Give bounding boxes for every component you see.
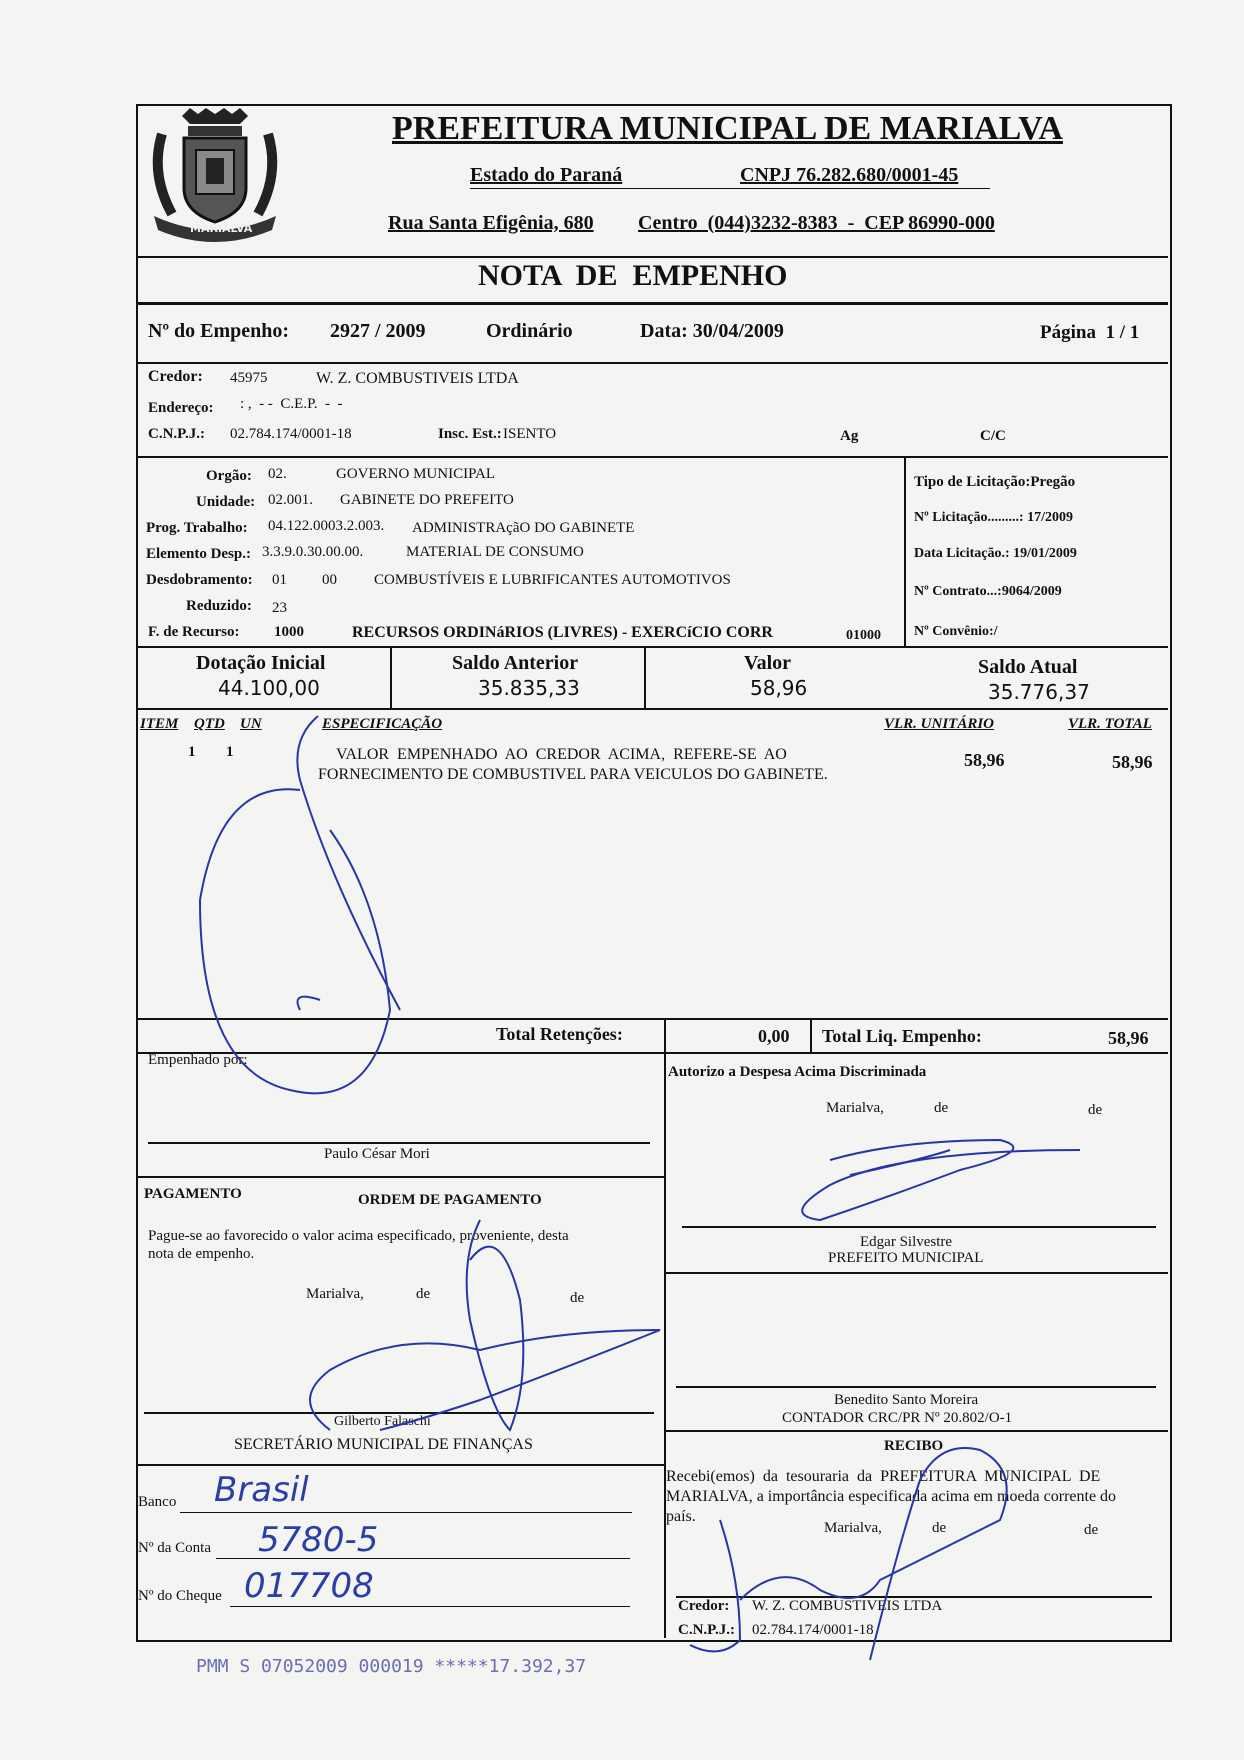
banco-label: Banco [138,1494,177,1510]
autorizo-de2: de [1088,1102,1103,1118]
insc-label: Insc. Est.: [438,426,502,442]
prog-label: Prog. Trabalho: [146,520,248,536]
recibo-credor-label: Credor: [678,1598,730,1614]
ag-label: Ag [840,428,859,444]
pagamento-text-line1: Pague-se ao favorecido o valor acima especificado, proveniente, desta [148,1228,569,1244]
document-title: NOTA DE EMPENHO [478,259,788,292]
cnpj-label: C.N.P.J.: [148,426,205,442]
cnpj-value: 02.784.174/0001-18 [230,426,352,442]
desdobramento-label: Desdobramento: [146,572,253,588]
machine-stamp: PMM S 07052009 000019 *****17.392,37 [196,1656,587,1677]
page-title: PREFEITURA MUNICIPAL DE MARIALVA [392,110,1063,147]
row-especificacao-line2: FORNECIMENTO DE COMBUSTIVEL PARA VEICULOS DO GABINETE. [318,766,828,783]
data-licitacao: Data Licitação.: 19/01/2009 [914,546,1077,561]
ordem-pagamento-label: ORDEM DE PAGAMENTO [358,1192,542,1208]
insc-value: ISENTO [503,426,557,442]
secretario-role: SECRETÁRIO MUNICIPAL DE FINANÇAS [234,1436,533,1453]
pagamento-text-line2: nota de empenho. [148,1246,255,1262]
cheque-value-handwritten: 017708 [244,1566,374,1606]
empenhado-por-name: Paulo César Mori [324,1146,430,1162]
col-header-especificacao: ESPECIFICAÇÃO [322,716,443,732]
row-qtd: 1 [226,744,234,760]
numero-contrato: Nº Contrato...:9064/2009 [914,584,1062,599]
cc-label: C/C [980,428,1006,444]
recibo-title: RECIBO [884,1438,944,1454]
municipal-crest-logo [144,104,286,254]
recibo-cnpj-label: C.N.P.J.: [678,1622,735,1638]
page-number: Página 1 / 1 [1040,322,1140,343]
recurso-extra: 01000 [846,628,881,643]
desdobramento-code1: 01 [272,572,287,588]
row-especificacao-line1: VALOR EMPENHADO AO CREDOR ACIMA, REFERE-SE AO [336,746,787,763]
cheque-label: Nº do Cheque [138,1588,222,1604]
numero-convenio: Nº Convênio:/ [914,624,998,639]
col-header-valor-unitario: VLR. UNITÁRIO [884,716,995,732]
recibo-text-line3: país. [666,1508,696,1525]
conta-value-handwritten: 5780-5 [258,1520,379,1560]
dotacao-inicial-label: Dotação Inicial [196,652,326,674]
saldo-anterior-value: 35.835,33 [478,676,580,700]
recibo-place: Marialva, [824,1520,882,1536]
autorizo-place: Marialva, [826,1100,884,1116]
credor-label: Credor: [148,368,203,385]
col-header-un: UN [240,716,262,732]
reduzido-value: 23 [272,600,287,616]
autorizo-label: Autorizo a Despesa Acima Discriminada [668,1064,927,1080]
valor-label: Valor [744,652,792,674]
col-header-valor-total: VLR. TOTAL [1068,716,1152,732]
total-liquido-value: 58,96 [1108,1028,1149,1048]
elemento-code: 3.3.9.0.30.00.00. [262,544,364,560]
recurso-name: RECURSOS ORDINáRIOS (LIVRES) - EXERCíCIO CORR [352,624,773,641]
credor-code: 45975 [230,370,268,386]
unidade-code: 02.001. [268,492,313,508]
col-header-qtd: QTD [194,716,225,732]
empenho-type: Ordinário [486,320,573,342]
secretario-signer: Gilberto Falaschi [334,1414,431,1429]
col-header-item: ITEM [140,716,179,732]
total-liquido-label: Total Liq. Empenho: [822,1026,982,1046]
recibo-text-line2: MARIALVA, a importância especificada acima em moeda corrente do [666,1488,1117,1505]
row-valor-unitario: 58,96 [964,750,1005,770]
desdobramento-name: COMBUSTÍVEIS E LUBRIFICANTES AUTOMOTIVOS [374,572,731,588]
saldo-atual-label: Saldo Atual [978,656,1078,678]
conta-label: Nº da Conta [138,1540,211,1556]
elemento-label: Elemento Desp.: [146,546,251,562]
elemento-name: MATERIAL DE CONSUMO [406,544,584,560]
empenho-date: Data: 30/04/2009 [640,320,784,342]
dotacao-inicial-value: 44.100,00 [218,676,320,700]
recibo-de2: de [1084,1522,1099,1538]
pagamento-de1: de [416,1286,431,1302]
prefeito-role: PREFEITO MUNICIPAL [828,1250,984,1266]
total-retencoes-label: Total Retenções: [496,1024,623,1044]
pagamento-de2: de [570,1290,585,1306]
logo-banner-text: MARIALVA [190,222,253,235]
prog-code: 04.122.0003.2.003. [268,518,385,534]
endereco-label: Endereço: [148,400,214,416]
orgao-name: GOVERNO MUNICIPAL [336,466,496,482]
contador-role: CONTADOR CRC/PR Nº 20.802/O-1 [782,1410,1013,1426]
tipo-licitacao: Tipo de Licitação:Pregão [914,474,1076,490]
numero-licitacao: Nº Licitação.........: 17/2009 [914,510,1073,525]
orgao-code: 02. [268,466,287,482]
recurso-code: 1000 [274,624,304,640]
row-item: 1 [188,744,196,760]
phone-cep-header: Centro (044)3232-8383 - CEP 86990-000 [638,212,995,234]
autorizo-de1: de [934,1100,949,1116]
banco-value-handwritten: Brasil [214,1470,309,1510]
total-retencoes-value: 0,00 [758,1026,790,1046]
row-valor-total: 58,96 [1112,752,1153,772]
empenho-number-label: Nº do Empenho: [148,320,290,342]
credor-name: W. Z. COMBUSTIVEIS LTDA [316,370,519,387]
empenho-number: 2927 / 2009 [330,320,426,342]
prog-name: ADMINISTRAçãO DO GABINETE [412,520,635,536]
contador-name: Benedito Santo Moreira [834,1392,979,1408]
recibo-de1: de [932,1520,947,1536]
cnpj-header: CNPJ 76.282.680/0001-45 [740,164,959,186]
empenhado-por-label: Empenhado por: [148,1052,248,1068]
pagamento-place: Marialva, [306,1286,364,1302]
desdobramento-code2: 00 [322,572,337,588]
recibo-credor-value: W. Z. COMBUSTIVEIS LTDA [752,1598,943,1614]
state-label: Estado do Paraná [470,164,623,186]
unidade-name: GABINETE DO PREFEITO [340,492,514,508]
address-header: Rua Santa Efigênia, 680 [388,212,594,234]
valor-value: 58,96 [750,676,808,700]
unidade-label: Unidade: [196,494,256,510]
pagamento-label: PAGAMENTO [144,1186,242,1202]
recurso-label: F. de Recurso: [148,624,240,640]
recibo-text-line1: Recebi(emos) da tesouraria da PREFEITURA MUNICIPAL DE [666,1468,1101,1485]
orgao-label: Orgão: [206,468,252,484]
recibo-cnpj-value: 02.784.174/0001-18 [752,1622,874,1638]
saldo-atual-value: 35.776,37 [988,680,1090,704]
saldo-anterior-label: Saldo Anterior [452,652,579,674]
endereco-value: : , - - C.E.P. - - [240,396,343,412]
reduzido-label: Reduzido: [186,598,252,614]
prefeito-signer: Edgar Silvestre [860,1234,953,1250]
